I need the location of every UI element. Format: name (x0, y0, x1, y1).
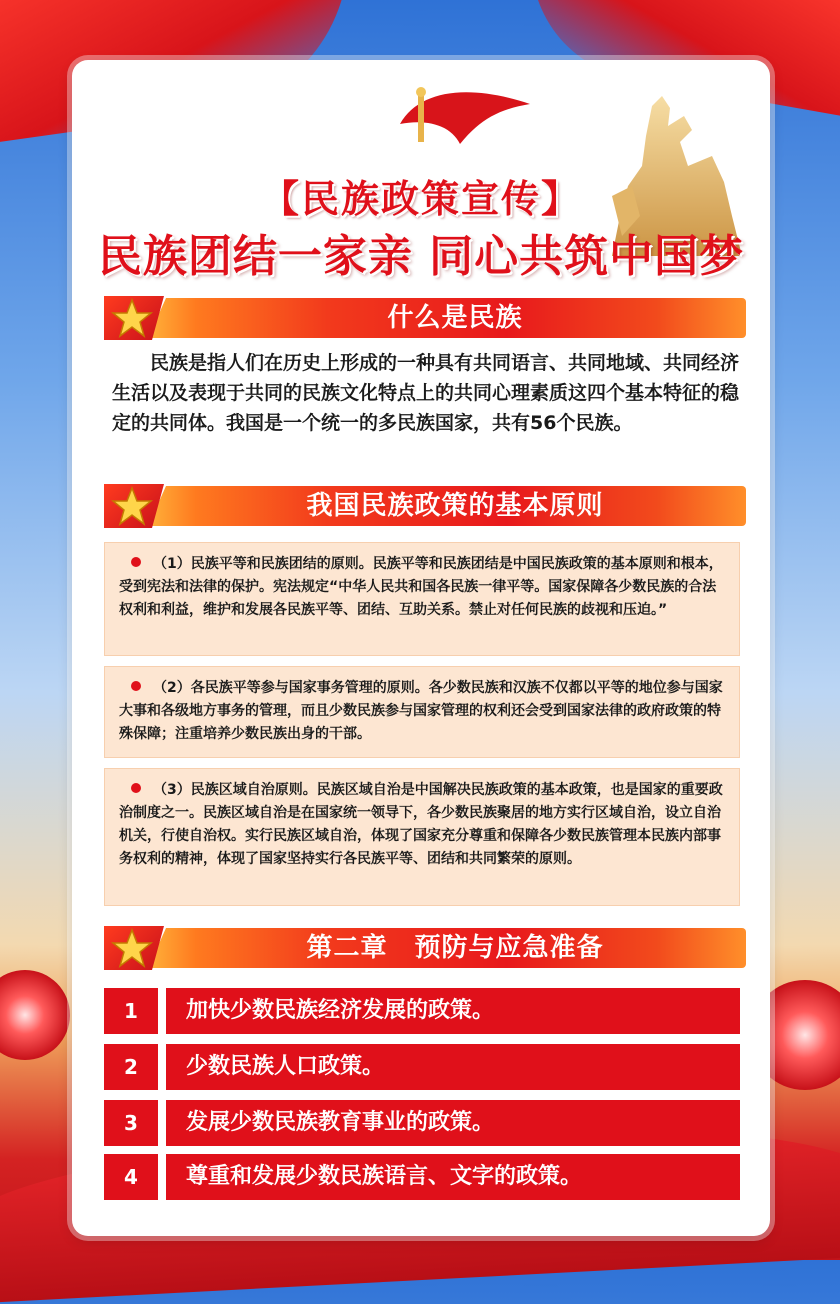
section-header-what-is-nation (104, 296, 746, 340)
list-item-text: 发展少数民族教育事业的政策。 (166, 1100, 740, 1146)
list-item-number: 4 (104, 1154, 158, 1200)
bullet-dot-icon (131, 783, 141, 793)
section-title: 什么是民族 (387, 303, 523, 333)
list-item (104, 988, 740, 1034)
principle-text: （3）民族区域自治原则。民族区域自治是中国解决民族政策的基本政策，也是国家的重要政治制度之一。民族区域自治是在国家统一领导下，各少数民族聚居的地方实行区域自治，设立自治机关，行使自治权。实行民族区域自治，体现了国家充分尊重和保障各少数民族管理本民族内部事务权利的精神，体现了国家坚持实行各民族平等、团结和共同繁荣的原则。 (119, 782, 723, 867)
star-icon (110, 928, 154, 968)
principle-panel-2 (104, 666, 740, 758)
list-item-text: 少数民族人口政策。 (166, 1044, 740, 1090)
list-item-text: 尊重和发展少数民族语言、文字的政策。 (166, 1154, 740, 1200)
principle-text: （2）各民族平等参与国家事务管理的原则。各少数民族和汉族不仅都以平等的地位参与国家大事和各级地方事务的管理，而且少数民族参与国家管理的权利还会受到国家法律的政府政策的特殊保障；注重培养少数民族出身的干部。 (119, 680, 723, 742)
list-item (104, 1044, 740, 1090)
list-item-text: 加快少数民族经济发展的政策。 (166, 988, 740, 1034)
poster-card (72, 60, 770, 1236)
star-icon (110, 298, 154, 338)
list-item (104, 1100, 740, 1146)
bullet-dot-icon (131, 681, 141, 691)
section-header-principles (104, 484, 746, 528)
intro-paragraph: 民族是指人们在历史上形成的一种具有共同语言、共同地域、共同经济生活以及表现于共同的民族文化特点上的共同心理素质这四个基本特征的稳定的共同体。我国是一个统一的多民族国家，共有56个民族。 (112, 352, 740, 434)
list-item-number: 1 (104, 988, 158, 1034)
section-title: 我国民族政策的基本原则 (306, 491, 604, 521)
poster-subtitle: 【民族政策宣传】 (260, 177, 581, 221)
bullet-dot-icon (131, 557, 141, 567)
list-item-number: 2 (104, 1044, 158, 1090)
poster-title: 民族团结一家亲 同心共筑中国梦 (97, 231, 745, 282)
section-title: 第二章 预防与应急准备 (306, 933, 604, 963)
party-ribbon-icon (390, 84, 540, 154)
list-item (104, 1154, 740, 1200)
list-item-number: 3 (104, 1100, 158, 1146)
principle-panel-1 (104, 542, 740, 656)
peony-flower-icon (0, 970, 70, 1060)
star-icon (110, 486, 154, 526)
principle-text: （1）民族平等和民族团结的原则。民族平等和民族团结是中国民族政策的基本原则和根本，受到宪法和法律的保护。宪法规定“中华人民共和国各民族一律平等。国家保障各少数民族的合法权利和利益，维护和发展各民族平等、团结、互助关系。禁止对任何民族的歧视和压迫。” (119, 556, 723, 618)
section-header-chapter-two (104, 926, 746, 970)
principle-panel-3 (104, 768, 740, 906)
